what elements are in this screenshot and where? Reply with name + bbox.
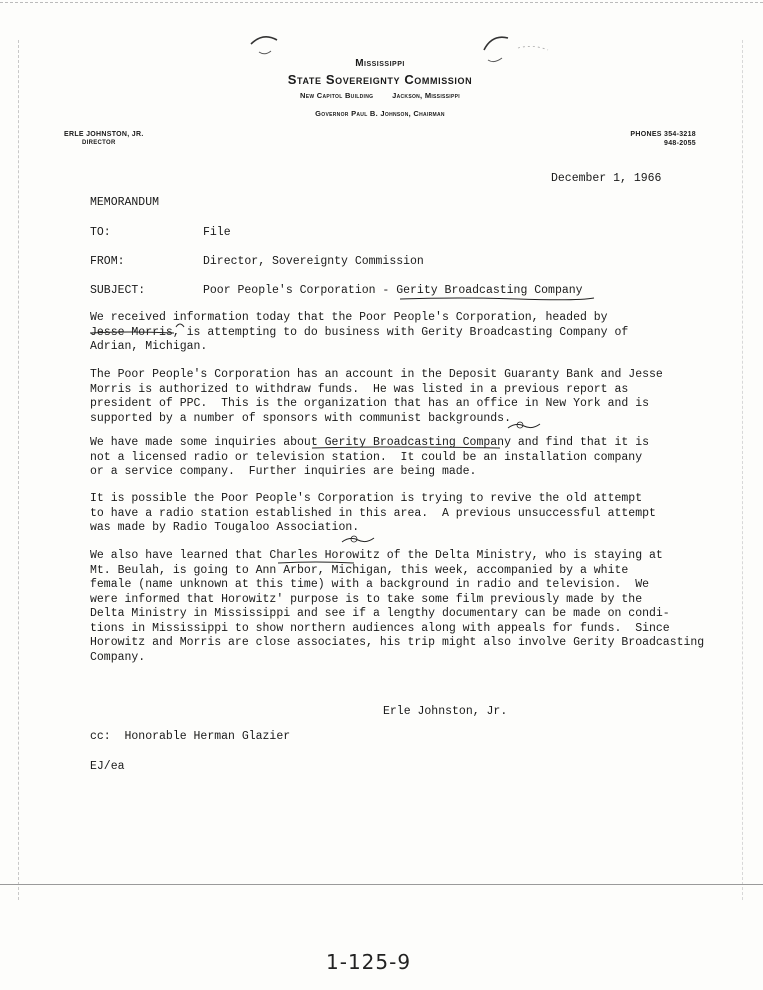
from-value: Director, Sovereignty Commission bbox=[203, 255, 424, 268]
to-value: File bbox=[203, 226, 231, 239]
paragraph-3 bbox=[90, 436, 730, 480]
to-label: TO: bbox=[90, 226, 111, 239]
paragraph-line: not a licensed radio or television station. It could be an installation company bbox=[90, 450, 643, 464]
paragraph-line: were informed that Horowitz' purpose is to take some film previously made by the bbox=[90, 592, 643, 606]
address-left: New Capitol Building bbox=[300, 91, 374, 100]
paragraph-line: to have a radio station established in this area. A previous unsuccessful attempt bbox=[90, 506, 656, 520]
paragraph-line: Adrian, Michigan. bbox=[90, 340, 208, 353]
handwritten-file-number: 1-125-9 bbox=[326, 950, 412, 974]
scan-fold-line bbox=[0, 884, 763, 886]
paragraph-line: or a service company. Further inquiries are being made. bbox=[90, 465, 477, 478]
scan-edge-right bbox=[742, 40, 744, 900]
scan-top-edge bbox=[0, 2, 763, 4]
paragraph-line: Delta Ministry in Mississippi and see if a lengthy documentary can be made on condi- bbox=[90, 607, 670, 620]
handwritten-check-mark bbox=[506, 420, 542, 432]
subject-underline-mark bbox=[398, 295, 598, 303]
paragraph-line: Company. bbox=[90, 650, 146, 664]
subject-value: Poor People's Corporation - Gerity Broadcasting Company bbox=[203, 284, 583, 297]
signature: Erle Johnston, Jr. bbox=[383, 705, 508, 718]
gerity-underline-mark bbox=[310, 444, 510, 452]
memo-date: December 1, 1966 bbox=[551, 172, 662, 185]
jesse-morris-underline-mark bbox=[88, 321, 228, 337]
address-right: Jackson, Mississippi bbox=[392, 91, 460, 100]
paragraph-line: We also have learned that Charles Horowitz of the Delta Ministry, who is staying at bbox=[90, 549, 663, 562]
phones-second: 948-2055 bbox=[664, 140, 696, 147]
letterhead-state: Mississippi bbox=[355, 58, 405, 69]
initials: EJ/ea bbox=[90, 760, 125, 773]
handwritten-check-mark-2 bbox=[340, 534, 376, 546]
letterhead-address bbox=[180, 91, 580, 100]
paragraph-line: The Poor People's Corporation has an account in the Deposit Guaranty Bank and Jesse bbox=[90, 368, 663, 381]
memo-title: MEMORANDUM bbox=[90, 196, 160, 209]
horowitz-underline-mark bbox=[276, 559, 356, 567]
paragraph-line: president of PPC. This is the organization that has an office in New York and is bbox=[90, 397, 649, 410]
paragraph-line: It is possible the Poor People's Corporation is trying to revive the old attempt bbox=[90, 492, 643, 505]
paragraph-line: tions in Mississippi to show northern audiences along with appeals for funds. Since bbox=[90, 621, 670, 635]
phones-label: PHONES 354-3218 bbox=[630, 131, 696, 138]
paragraph-line: female (name unknown at this time) with a background in radio and television. We bbox=[90, 578, 649, 591]
cc-line: cc: Honorable Herman Glazier bbox=[90, 730, 291, 743]
paragraph-line: Horowitz and Morris are close associates, his trip might also involve Gerity Broadcasting bbox=[90, 636, 705, 649]
director-title: DIRECTOR bbox=[82, 140, 116, 146]
paragraph-line: Morris is authorized to withdraw funds. He was listed in a previous report as bbox=[90, 382, 629, 396]
letterhead-governor: Governor Paul B. Johnson, Chairman bbox=[315, 109, 445, 118]
paragraph-line: Jesse Morris, is attempting to do business with Gerity Broadcasting Company of bbox=[90, 325, 629, 339]
seal-mark-left bbox=[245, 30, 285, 60]
director-name: ERLE JOHNSTON, JR. bbox=[64, 131, 144, 138]
from-label: FROM: bbox=[90, 255, 125, 268]
paragraph-line: was made by Radio Tougaloo Association. bbox=[90, 521, 360, 534]
paragraph-line: We have made some inquiries about Gerity Broadcasting Company and find that it is bbox=[90, 436, 649, 449]
paragraph-2 bbox=[90, 368, 730, 426]
letterhead-commission: State Sovereignty Commission bbox=[287, 72, 473, 87]
paragraph-line: We received information today that the Poor People's Corporation, headed by bbox=[90, 311, 608, 324]
paragraph-4 bbox=[90, 492, 730, 536]
scan-edge-left bbox=[18, 40, 20, 900]
paragraph-line: supported by a number of sponsors with communist backgrounds. bbox=[90, 411, 511, 425]
paragraph-line: Mt. Beulah, is going to Ann Arbor, Michigan, this week, accompanied by a white bbox=[90, 563, 629, 577]
subject-label: SUBJECT: bbox=[90, 284, 146, 297]
paragraph-5 bbox=[90, 549, 730, 665]
